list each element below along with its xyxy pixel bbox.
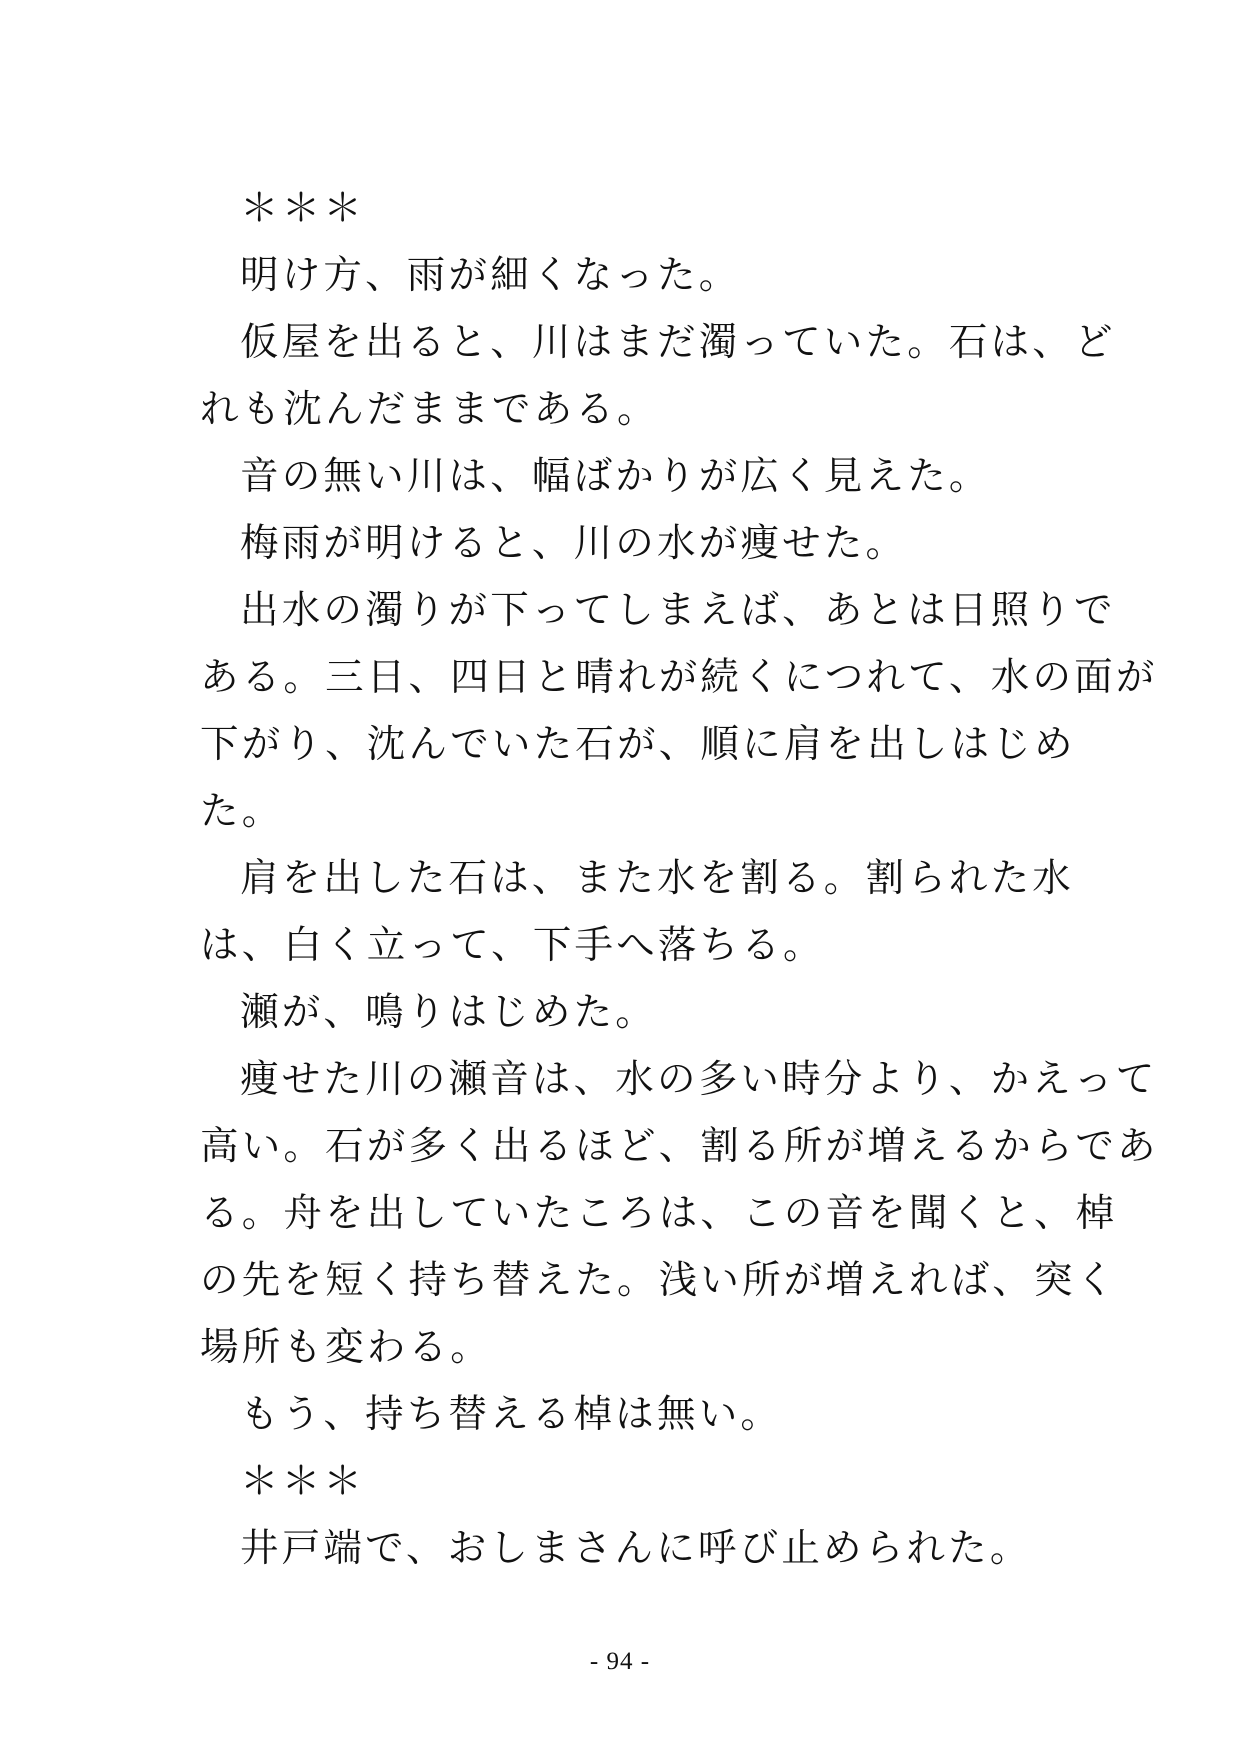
- paragraph-line: 肩を出した石は、また水を割る。割られた水: [240, 856, 1075, 901]
- paragraph-line: 井戸端で、おしまさんに呼び止められた。: [240, 1526, 1032, 1571]
- paragraph-line: れも沈んだままである。: [200, 387, 659, 432]
- separator: [200, 1448, 1050, 1515]
- page-number: - 94 -: [589, 1648, 651, 1675]
- separator-line: ＊＊＊: [240, 186, 366, 231]
- paragraph-line: た。: [200, 789, 284, 834]
- body-text: [200, 175, 1159, 1582]
- paragraph-line: 下がり、沈んでいた石が、順に肩を出しはじめ: [200, 722, 1076, 767]
- paragraph: [200, 577, 1158, 845]
- paragraph-line: 梅雨が明けると、川の水が痩せた。: [240, 521, 908, 566]
- paragraph-line: の先を短く持ち替えた。浅い所が増えれば、突く: [200, 1258, 1118, 1303]
- paragraph-line: 仮屋を出ると、川はまだ濁っていた。石は、ど: [240, 320, 1116, 365]
- paragraph: [200, 309, 1116, 443]
- paragraph: [200, 1515, 1050, 1582]
- paragraph: [200, 510, 1050, 577]
- paragraph: [200, 242, 1050, 309]
- paragraph-line: ある。三日、四日と晴れが続くにつれて、水の面が: [200, 655, 1158, 700]
- paragraph: [200, 1046, 1159, 1381]
- paragraph-line: 高い。石が多く出るほど、割る所が増えるからであ: [200, 1124, 1159, 1169]
- paragraph-line: は、白く立って、下手へ落ちる。: [200, 923, 825, 968]
- paragraph: [200, 1381, 1050, 1448]
- paragraph-line: る。舟を出していたころは、この音を聞くと、棹: [200, 1191, 1118, 1236]
- paragraph: [200, 979, 1050, 1046]
- separator: [200, 175, 1050, 242]
- paragraph: [200, 845, 1075, 979]
- paragraph-line: 音の無い川は、幅ばかりが広く見えた。: [240, 454, 991, 499]
- paragraph-line: 瀬が、鳴りはじめた。: [240, 990, 658, 1035]
- separator-line: ＊＊＊: [240, 1459, 366, 1504]
- paragraph-line: もう、持ち替える棹は無い。: [240, 1392, 783, 1437]
- paragraph-line: 出水の濁りが下ってしまえば、あとは日照りで: [240, 588, 1116, 633]
- paragraph: [200, 443, 1050, 510]
- paragraph-line: 痩せた川の瀬音は、水の多い時分より、かえって: [240, 1057, 1158, 1102]
- paragraph-line: 場所も変わる。: [200, 1325, 492, 1370]
- paragraph-line: 明け方、雨が細くなった。: [240, 253, 741, 298]
